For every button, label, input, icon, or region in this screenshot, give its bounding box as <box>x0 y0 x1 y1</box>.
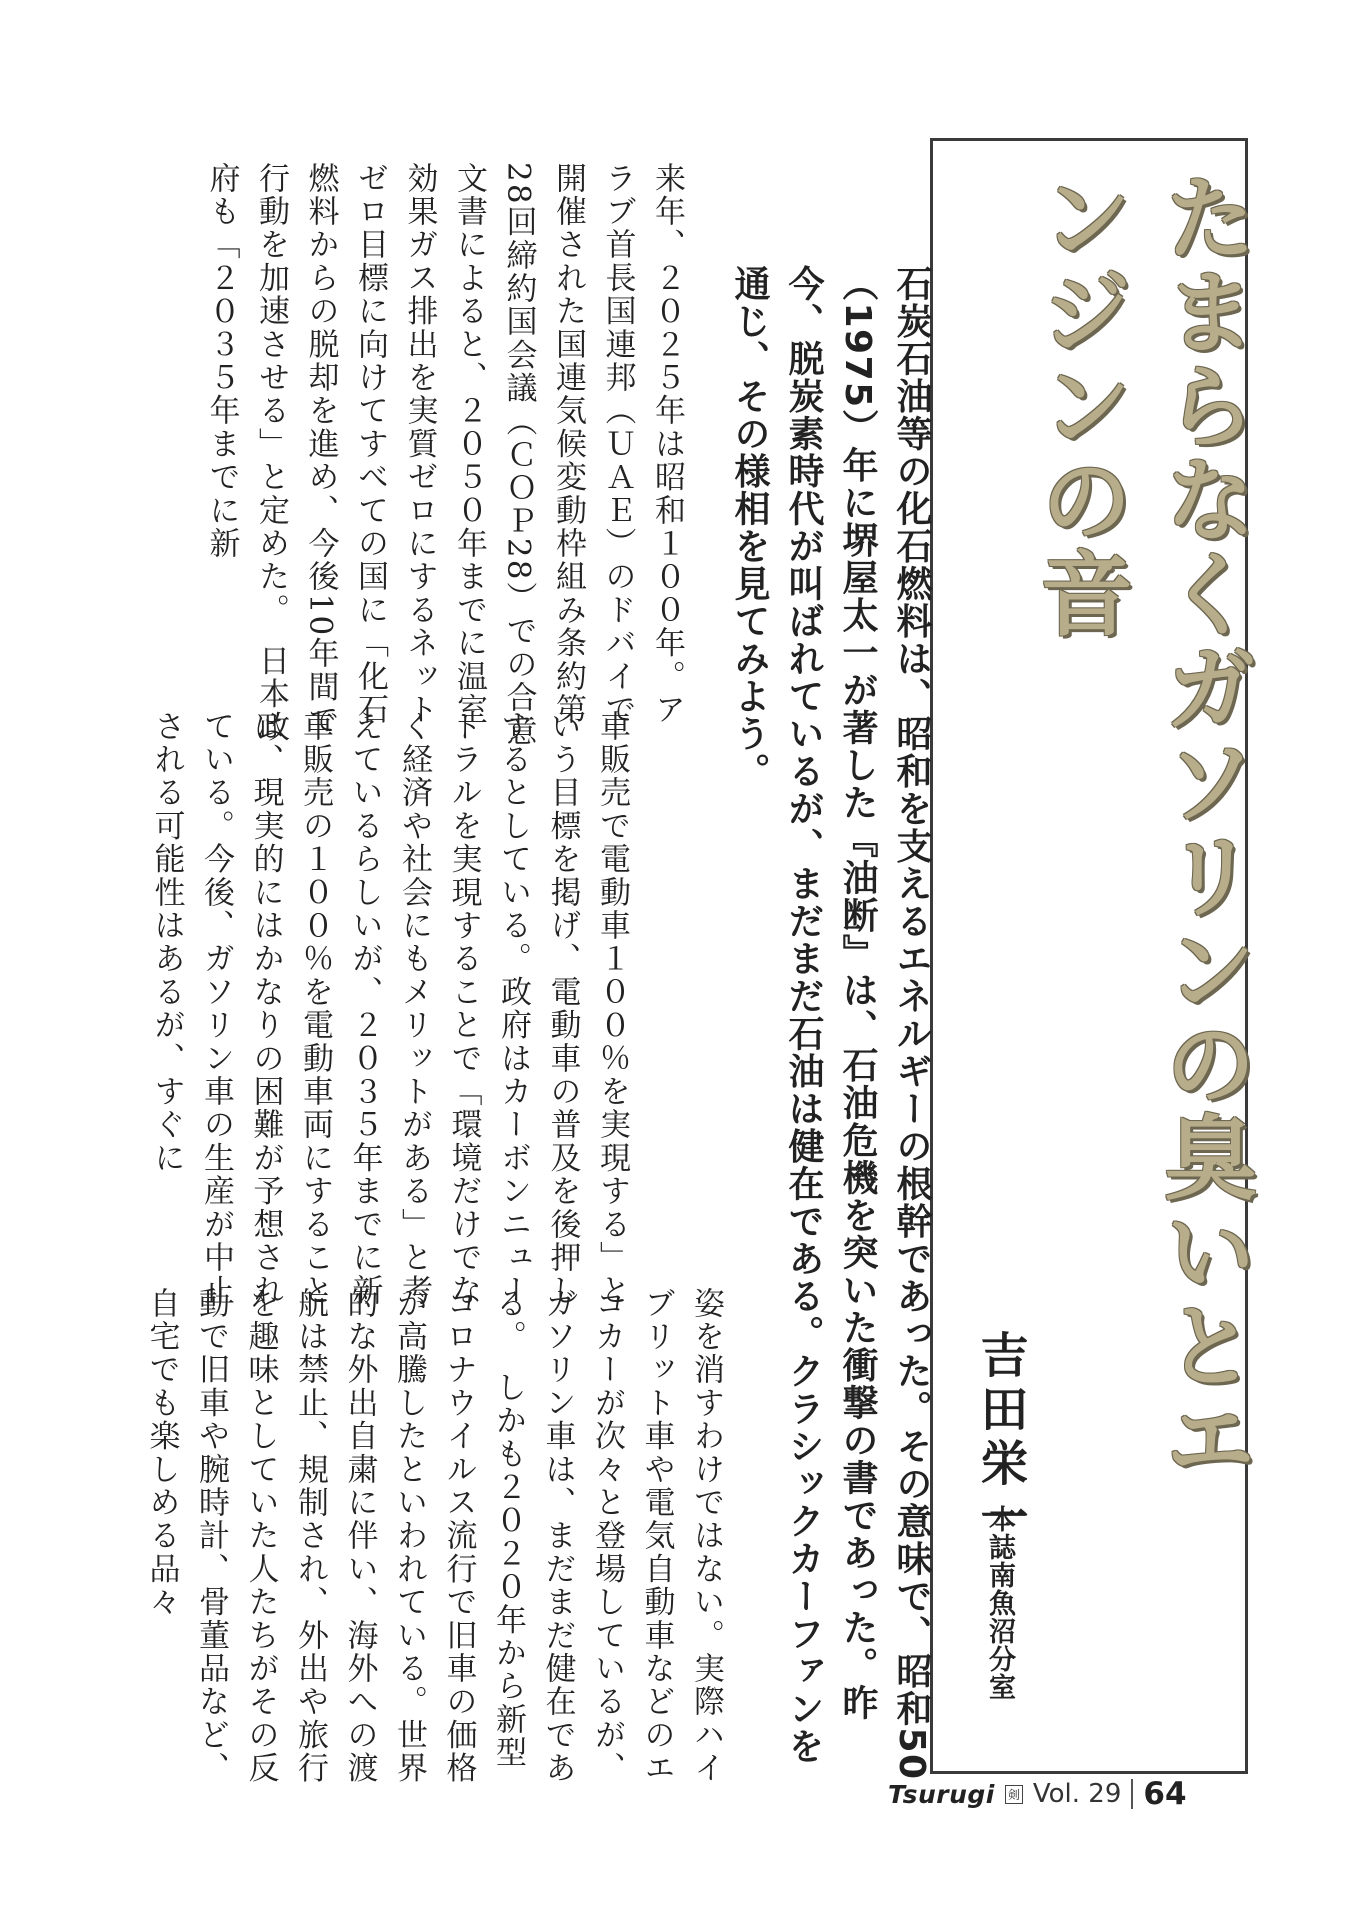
footer-divider <box>1131 1779 1133 1809</box>
volume-label: Vol. 29 <box>1032 1779 1122 1809</box>
magazine-logo: Tsurugi <box>888 1779 995 1809</box>
magazine-logo-kanji: 剣 <box>1005 1785 1023 1804</box>
article-title: たまらなくガソリンの臭いとエンジンの音 <box>1025 170 1257 1486</box>
lead-paragraph: 石炭石油等の化石燃料は、昭和を支えるエネルギーの根幹であった。その意味で、昭和50（1975）年に堺屋太一が著した『油断』は、石油危機を突いた衝撃の書であった。昨今、脱炭素時代が叫ばれているが、まだまだ石油は健在である。クラシックカーファンを通じ、その様相を見てみよう。 <box>729 265 932 1781</box>
author-name: 吉田栄一 <box>972 1330 1028 1546</box>
body-column-1: 来年、２０２５年は昭和１００年。アラブ首長国連邦（ＵＡＥ）のドバイで開催された国連気候変動枠組み条約第28回締約国会議（ＣＯＰ28）での合意文書によると、２０５０年までに温室効果ガス排出を実質ゼロにするネットゼロ目標に向けてすべての国に「化石燃料からの脱却を進め、今後10年間で行動を加速させる」と定めた。 日本政府も「２０３５年までに新 <box>203 162 685 748</box>
body-column-2: 車販売で電動車１００％を実現する」という目標を掲げ、電動車の普及を後押しするとしている。政府はカーボンニュートラルを実現することで「環境だけでなく経済や社会にもメリットがある」と考えているらしいが、２０３５年までに新車販売の１００％を電動車両にすることは、現実的にはかなりの困難が予想されている。今後、ガソリン車の生産が中止される可能性はあるが、すぐに <box>148 710 630 1308</box>
page-number: 64 <box>1143 1776 1187 1812</box>
body-column-3: 姿を消すわけではない。実際ハイブリット車や電気自動車などのエコカーが次々と登場しているが、ガソリン車は、まだまだ健在である。 しかも２０２０年から新型コロナウイルス流行で旧車の価格が高騰したといわれている。世界的な外出自粛に伴い、海外への渡航は禁止、規制され、外出や旅行を趣味としていた人たちがその反動で旧車や腕時計、骨董品など、自宅でも楽しめる品々 <box>143 1287 724 1785</box>
page-footer <box>888 1774 1187 1814</box>
author-affiliation: 本誌南魚沼分室 <box>984 1505 1015 1701</box>
